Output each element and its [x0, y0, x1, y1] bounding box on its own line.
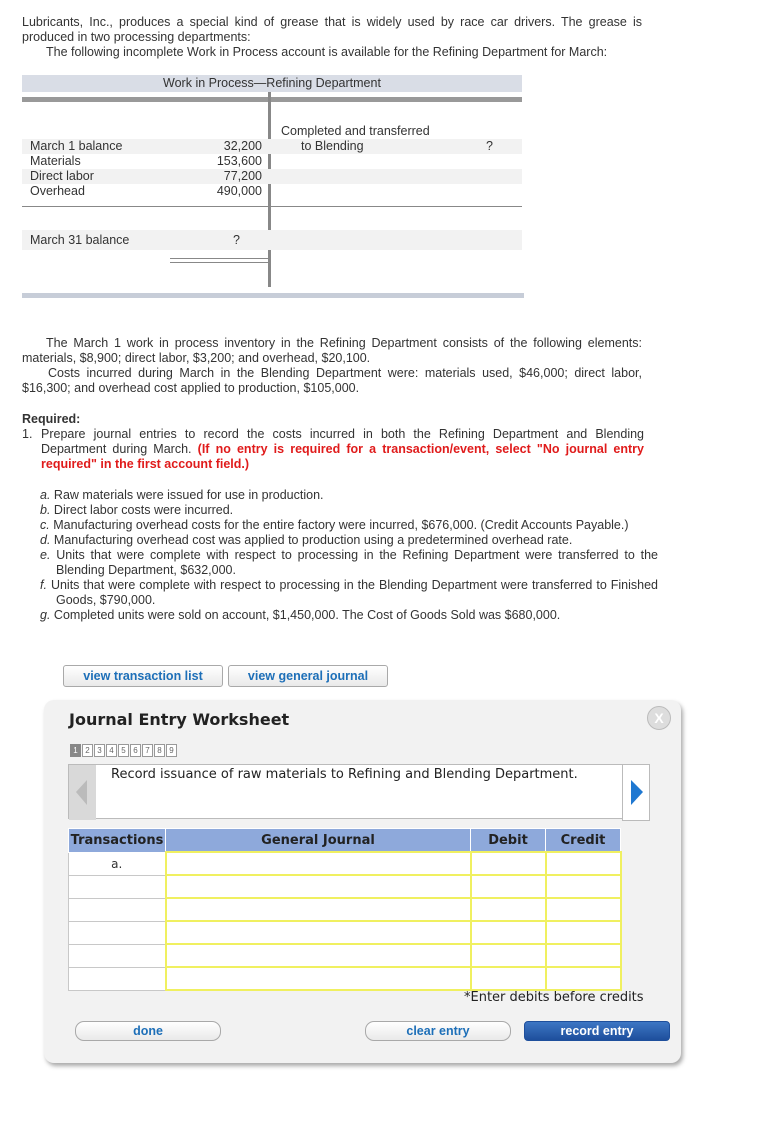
row-label: Materials — [30, 154, 81, 168]
transaction-cell — [69, 921, 166, 944]
list-item: e. Units that were complete with respect to processing in the Refining Department were transferred to the Blending Department, $632,000. — [40, 548, 658, 577]
credit-input[interactable] — [546, 852, 621, 875]
transaction-cell — [69, 967, 166, 990]
ending-balance-row — [22, 230, 522, 250]
row-value: 77,200 — [223, 169, 262, 183]
t-account-row — [22, 154, 522, 169]
account-input[interactable] — [166, 967, 471, 990]
list-item: a. Raw materials were issued for use in production. — [40, 488, 324, 502]
previous-arrow-icon[interactable] — [69, 765, 96, 820]
t-account-row — [22, 184, 522, 199]
row-label: March 1 balance — [30, 139, 123, 153]
double-rule-2 — [170, 262, 268, 263]
list-item: b. Direct labor costs were incurred. — [40, 503, 234, 517]
t-account-top-rule — [22, 97, 522, 102]
credit-line-1: Completed and transferred — [281, 124, 430, 138]
journal-table — [68, 828, 622, 991]
page-4[interactable]: 4 — [106, 744, 117, 757]
page-9[interactable]: 9 — [166, 744, 177, 757]
col-debit: Debit — [471, 829, 546, 853]
debits-note: *Enter debits before credits — [464, 990, 644, 1005]
credit-input[interactable] — [546, 875, 621, 898]
ending-label: March 31 balance — [30, 233, 130, 247]
view-transaction-list-button[interactable]: view transaction list — [63, 665, 223, 687]
page-3[interactable]: 3 — [94, 744, 105, 757]
required-note: (If no entry is required for a transaction/event, select "No journal entry required" in the first account field.) — [41, 442, 644, 471]
entry-description — [68, 764, 625, 819]
view-general-journal-button[interactable]: view general journal — [228, 665, 388, 687]
debit-input[interactable] — [471, 967, 546, 990]
close-icon[interactable]: X — [647, 706, 671, 730]
debit-input[interactable] — [471, 921, 546, 944]
credit-line-2: to Blending — [301, 139, 364, 153]
table-row — [69, 967, 621, 990]
transaction-cell — [69, 944, 166, 967]
row-value: 32,200 — [223, 139, 262, 153]
account-input[interactable] — [166, 898, 471, 921]
list-item: g. Completed units were sold on account, $1,450,000. The Cost of Goods Sold was $680,000. — [40, 608, 561, 622]
page-5[interactable]: 5 — [118, 744, 129, 757]
inventory-paragraph: The March 1 work in process inventory in the Refining Department consists of the following elements: materials, $8,900; direct labor, $3,200; and overhead, $20,100. — [22, 336, 642, 365]
intro-paragraph: Lubricants, Inc., produces a special kind of grease that is widely used by race car drivers. The grease is produced in two processing departments: The following incomplete Work in Process account is available for the Refining Department for March: — [22, 15, 642, 59]
record-entry-button[interactable]: record entry — [524, 1021, 670, 1041]
table-row — [69, 875, 621, 898]
credit-input[interactable] — [546, 944, 621, 967]
table-row — [69, 921, 621, 944]
table-row — [69, 852, 621, 875]
page-7[interactable]: 7 — [142, 744, 153, 757]
page-1[interactable]: 1 — [70, 744, 81, 757]
debit-input[interactable] — [471, 852, 546, 875]
account-input[interactable] — [166, 944, 471, 967]
debit-input[interactable] — [471, 875, 546, 898]
journal-entry-worksheet — [44, 700, 681, 1063]
col-general-journal: General Journal — [166, 829, 471, 853]
required-instruction — [22, 427, 644, 472]
list-item: f. Units that were complete with respect to processing in the Blending Department were transferred to Finished Goods, $790,000. — [40, 578, 658, 607]
t-account-row — [22, 169, 522, 184]
next-arrow-icon[interactable] — [622, 764, 650, 821]
account-input[interactable] — [166, 852, 471, 875]
table-header — [69, 829, 621, 853]
transaction-list — [40, 488, 658, 623]
credit-input[interactable] — [546, 967, 621, 990]
col-transactions: Transactions — [69, 829, 166, 853]
list-item: c. Manufacturing overhead costs for the entire factory were incurred, $676,000. (Credit Accounts Payable.) — [40, 518, 629, 532]
page-6[interactable]: 6 — [130, 744, 141, 757]
ending-value: ? — [233, 233, 240, 247]
t-account-title: Work in Process—Refining Department — [22, 75, 522, 92]
transaction-cell: a. — [69, 852, 166, 875]
blending-paragraph: Costs incurred during March in the Blending Department were: materials used, $46,000; direct labor, $16,300; and overhead cost applied to production, $105,000. — [22, 366, 642, 395]
col-credit: Credit — [546, 829, 621, 853]
double-rule-1 — [170, 258, 268, 259]
worksheet-title: Journal Entry Worksheet — [69, 710, 290, 729]
transaction-cell — [69, 898, 166, 921]
transaction-cell — [69, 875, 166, 898]
row-value: 153,600 — [216, 154, 262, 168]
table-row — [69, 898, 621, 921]
required-number: 1. — [22, 427, 33, 441]
debit-input[interactable] — [471, 944, 546, 967]
account-input[interactable] — [166, 875, 471, 898]
list-item: d. Manufacturing overhead cost was applied to production using a predetermined overhead rate. — [40, 533, 573, 547]
t-account-bottom-rule — [22, 293, 524, 298]
page-selector — [70, 744, 178, 757]
intro-paragraph-2: The following incomplete Work in Process account is available for the Refining Department for March: — [46, 45, 608, 59]
t-account — [22, 75, 524, 300]
credit-description — [281, 124, 430, 154]
t-account-row — [22, 139, 522, 154]
row-label: Direct labor — [30, 169, 94, 183]
required-section — [22, 412, 644, 472]
account-input[interactable] — [166, 921, 471, 944]
page-2[interactable]: 2 — [82, 744, 93, 757]
debit-input[interactable] — [471, 898, 546, 921]
row-label: Overhead — [30, 184, 85, 198]
clear-entry-button[interactable]: clear entry — [365, 1021, 511, 1041]
subtotal-rule — [22, 206, 522, 207]
page-8[interactable]: 8 — [154, 744, 165, 757]
credit-input[interactable] — [546, 898, 621, 921]
done-button[interactable]: done — [75, 1021, 221, 1041]
description-text: Record issuance of raw materials to Refining and Blending Department. — [111, 767, 578, 782]
credit-input[interactable] — [546, 921, 621, 944]
required-heading: Required: — [22, 412, 81, 426]
credit-value: ? — [486, 139, 493, 153]
row-value: 490,000 — [216, 184, 262, 198]
table-row — [69, 944, 621, 967]
required-text: Prepare journal entries to record the costs incurred in both the Refining Department and Blending Department during March. — [41, 427, 644, 456]
